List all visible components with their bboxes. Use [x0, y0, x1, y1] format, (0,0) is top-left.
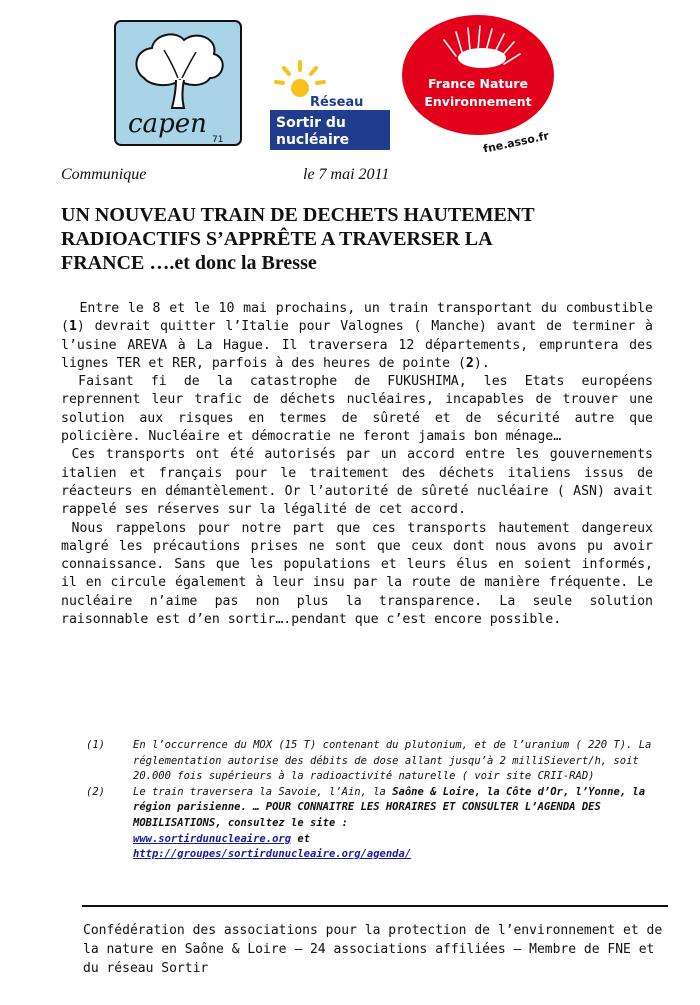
title-line-1: UN NOUVEAU TRAIN DE DECHETS HAUTEMENT	[61, 204, 535, 226]
sdn-logo-line1: Sortir du	[276, 115, 346, 131]
link-sortirdunucleaire[interactable]: www.sortirdunucleaire.org	[133, 832, 292, 845]
sdn-logo-line2: nucléaire	[276, 132, 350, 148]
footer-text: Confédération des associations pour la protection de l’environnement et de la nature en Saône & Loire – 24 associations affiliées – Membre de FNE et du réseau Sortir	[83, 923, 663, 976]
fne-logo	[400, 12, 558, 152]
capen-logo-text: capen	[128, 109, 207, 139]
link-agenda[interactable]: http://groupes/sortirdunucleaire.org/agenda/	[133, 848, 412, 861]
fne-logo-line1: France Nature	[428, 76, 528, 91]
capen-logo	[114, 20, 242, 146]
sdn-logo-reseau: Réseau	[310, 95, 364, 110]
body-paragraph-1: Entre le 8 et le 10 mai prochains, un train transportant du combustible (1) devrait quitter l’Italie pour Valognes ( Manche) avant de terminer à l’usine AREVA à La Hague. Il traversera 12 départements, empruntera des lignes TER et RER, parfois à des heures de pointe (2).	[61, 301, 653, 371]
fne-logo-url: fne.asso.fr	[482, 129, 551, 152]
footnote-1-number: (1)	[86, 739, 105, 751]
page-title	[61, 203, 621, 275]
footnote-1-text: En l’occurrence du MOX (15 T) contenant du plutonium, et de l’uranium ( 220 T). La réglementation autorise des débits de dose allant jusqu’à 2 milliSievert/h, soit 20.000 fois supérieurs à la radioactivité naturelle ( voir site CRII-RAD)	[133, 739, 652, 783]
footnote-ref-2: 2	[465, 355, 474, 371]
footnote-2-bold-text: Saône & Loire, la Côte d’Or, l’Yonne, la région parisienne. … POUR CONNAITRE LES HORAIRES ET CONSULTER L’AGENDA DES MOBILISATIONS, consultez le site :	[133, 785, 646, 829]
article-body	[61, 300, 653, 629]
communique-label: Communique	[61, 166, 147, 183]
title-line-3: FRANCE ….et donc la Bresse	[61, 252, 317, 274]
footnote-ref-1: 1	[68, 319, 77, 335]
body-paragraph-3: Ces transports ont été autorisés par un accord entre les gouvernements italien et français pour le traitement des déchets italiens issus de réacteurs en démantèlement. Or l’autorité de sûreté nucléaire ( ASN) avait rappelé ses réserves sur la légalité de cet accord.	[61, 447, 653, 518]
title-line-2: RADIOACTIFS S’APPRÊTE A TRAVERSER LA	[61, 228, 493, 250]
fne-logo-line2: Environnement	[424, 94, 532, 109]
communique-date: le 7 mai 2011	[303, 166, 390, 183]
footnote-2-number: (2)	[86, 785, 105, 798]
footnote-1	[86, 738, 666, 785]
body-paragraph-2: Faisant fi de la catastrophe de FUKUSHIMA, les Etats européens reprennent leur trafic de déchets nucléaires, incapables de trouver une solution aux risques en termes de sûreté et de sécurité autre que policière. Nucléaire et démocratie ne feront jamais bon ménage…	[61, 374, 653, 445]
footnotes	[86, 738, 666, 863]
capen-logo-sub: 71	[212, 135, 224, 145]
footnote-2: (2) Le train traversera la Savoie, l’Ain, la Saône & Loire, la Côte d’Or, l’Yonne, la région parisienne. … POUR CONNAITRE LES HORAIRES ET CONSULTER L’AGENDA DES MOBILISATIONS, consultez le site : www.sortirdunucleaire.org et http://groupes/sortirdunucleaire.org/agenda/	[86, 785, 646, 861]
footer-divider	[82, 905, 668, 907]
sortir-du-nucleaire-logo	[270, 58, 392, 152]
body-paragraph-4: Nous rappelons pour notre part que ces transports hautement dangereux malgré les précautions prises ne sont que ceux dont nous avons pu avoir connaissance. Sans que les populations et leurs élus en soient informés, il en circule également à leur insu par la route de manière fréquente. Le nucléaire n’aime pas non plus la transparence. La seule solution raisonnable est d’en sortir….pendant que c’est encore possible.	[61, 520, 653, 628]
communique-header	[61, 166, 441, 188]
